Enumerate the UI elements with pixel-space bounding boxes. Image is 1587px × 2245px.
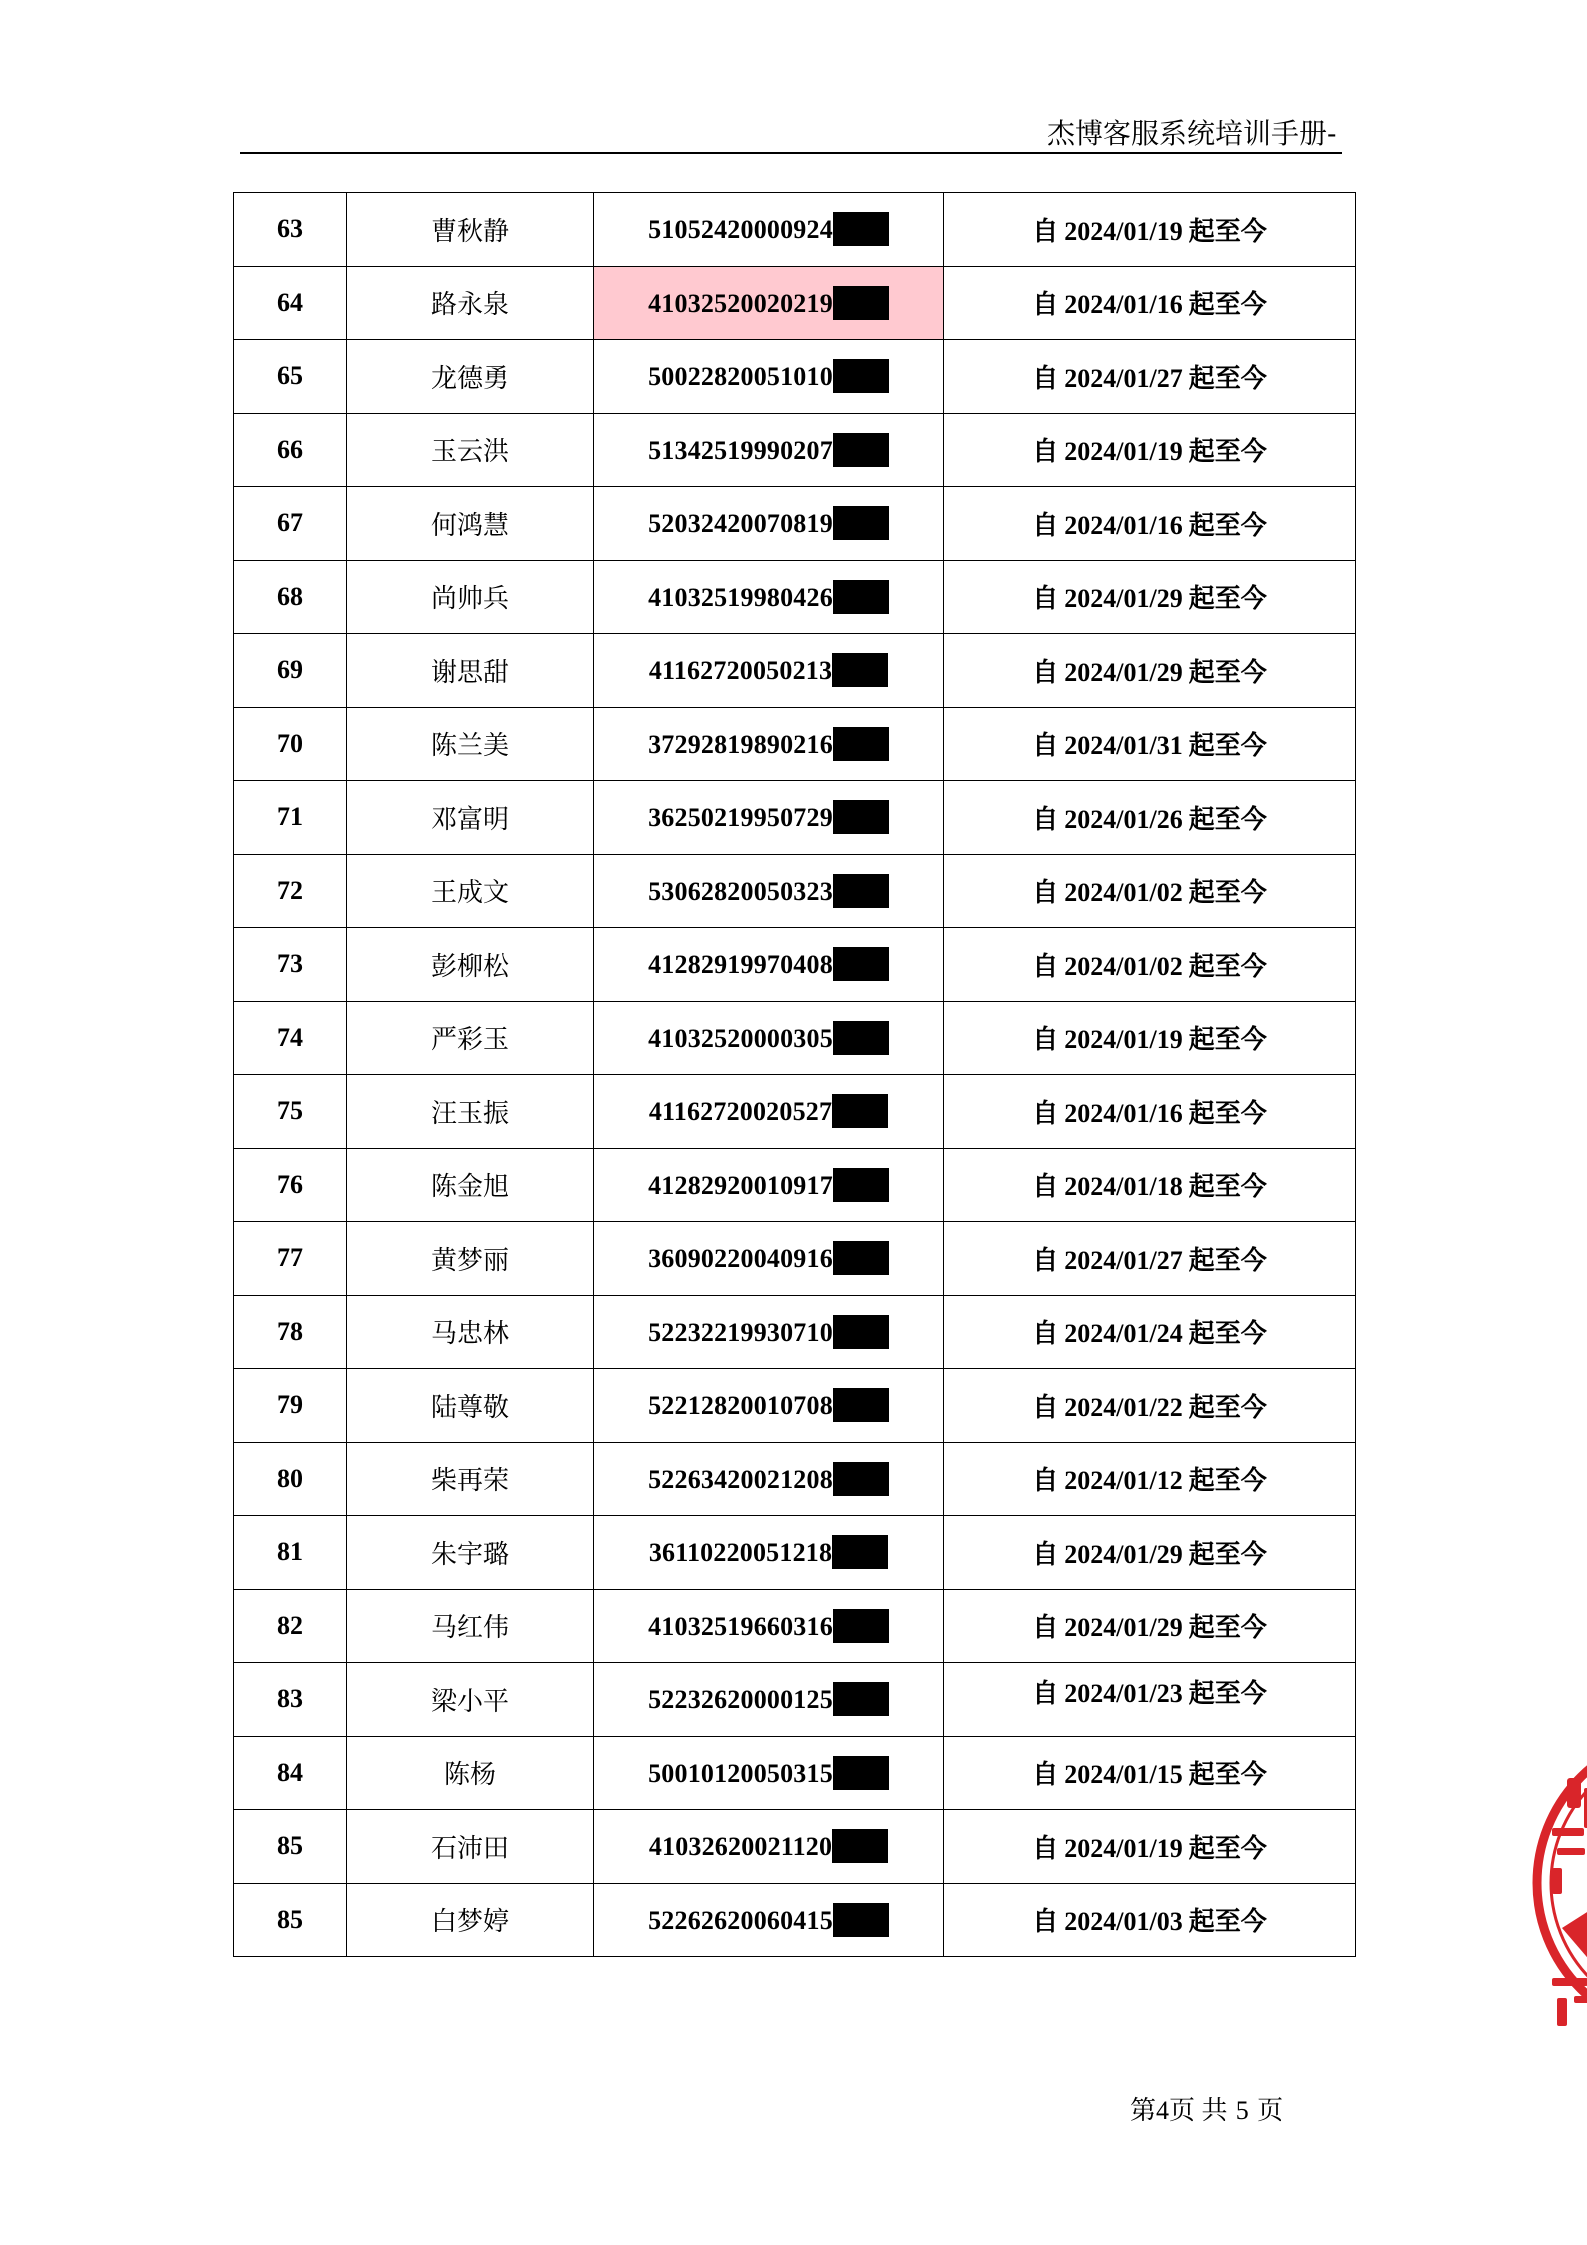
id-number-cell (594, 1442, 944, 1516)
table-row (234, 1883, 1356, 1957)
id-number-cell (594, 487, 944, 561)
period-prefix: 自 (1032, 1025, 1059, 1056)
start-date: 2024/01/29 (1064, 657, 1183, 687)
table-row (234, 1810, 1356, 1884)
employment-period (944, 1810, 1356, 1884)
row-number: 85 (234, 1883, 347, 1957)
employment-period (944, 1736, 1356, 1810)
id-number-cell (594, 1883, 944, 1957)
id-number: 51052420000924 (648, 215, 833, 245)
employment-period (944, 928, 1356, 1002)
redaction-box-icon (833, 1903, 889, 1937)
period-prefix: 自 (1032, 1760, 1059, 1791)
id-number: 52232620000125 (648, 1685, 833, 1715)
row-number: 76 (234, 1148, 347, 1222)
table-row (234, 1516, 1356, 1590)
period-prefix: 自 (1032, 1679, 1059, 1709)
redaction-box-icon (833, 1315, 889, 1349)
id-number-cell (594, 193, 944, 267)
period-suffix: 起至今 (1188, 951, 1267, 982)
row-number: 68 (234, 560, 347, 634)
period-prefix: 自 (1032, 1245, 1059, 1276)
start-date: 2024/01/29 (1064, 1613, 1183, 1643)
id-number-cell (594, 1516, 944, 1590)
start-date: 2024/01/22 (1064, 1392, 1183, 1422)
redaction-box-icon (833, 727, 889, 761)
id-number: 50022820051010 (648, 362, 833, 392)
start-date: 2024/01/23 (1064, 1679, 1183, 1708)
redaction-box-icon (833, 800, 889, 834)
period-prefix: 自 (1032, 657, 1059, 688)
redaction-box-icon (833, 359, 889, 393)
employment-period (944, 707, 1356, 781)
header-divider (240, 152, 1342, 154)
table-row (234, 193, 1356, 267)
employment-period (944, 193, 1356, 267)
employment-period (944, 634, 1356, 708)
row-number: 69 (234, 634, 347, 708)
table-row (234, 854, 1356, 928)
employment-period (944, 1663, 1356, 1737)
employment-period (944, 340, 1356, 414)
table-row (234, 634, 1356, 708)
employee-name: 彭柳松 (347, 928, 594, 1002)
table-row (234, 1148, 1356, 1222)
employment-period (944, 1516, 1356, 1590)
page-footer-number: 4 (1156, 2096, 1170, 2125)
period-prefix: 自 (1032, 804, 1059, 835)
employee-table (233, 192, 1356, 1957)
employment-period (944, 1369, 1356, 1443)
start-date: 2024/01/29 (1064, 584, 1183, 614)
id-number-cell (594, 781, 944, 855)
period-suffix: 起至今 (1188, 1025, 1267, 1056)
table-row (234, 1222, 1356, 1296)
period-prefix: 自 (1032, 1392, 1059, 1423)
start-date: 2024/01/31 (1064, 731, 1183, 761)
id-number: 41162720050213 (648, 656, 833, 686)
employment-period (944, 1442, 1356, 1516)
id-number: 51342519990207 (648, 435, 833, 465)
start-date: 2024/01/18 (1064, 1172, 1183, 1202)
period-prefix: 自 (1032, 1907, 1059, 1938)
start-date: 2024/01/03 (1064, 1907, 1183, 1937)
row-number: 74 (234, 1001, 347, 1075)
start-date: 2024/01/16 (1064, 1098, 1183, 1128)
start-date: 2024/01/29 (1064, 1539, 1183, 1569)
period-suffix: 起至今 (1188, 1319, 1267, 1350)
period-prefix: 自 (1032, 1172, 1059, 1203)
period-prefix: 自 (1032, 1539, 1059, 1570)
id-number: 52262620060415 (648, 1905, 833, 1935)
id-number-cell (594, 1369, 944, 1443)
period-suffix: 起至今 (1188, 290, 1267, 321)
period-suffix: 起至今 (1188, 1907, 1267, 1938)
redaction-box-icon (833, 1462, 889, 1496)
period-prefix: 自 (1032, 1833, 1059, 1864)
row-number: 70 (234, 707, 347, 781)
employee-name: 曹秋静 (347, 193, 594, 267)
period-prefix: 自 (1032, 1098, 1059, 1129)
id-number-cell (594, 1589, 944, 1663)
id-number-cell (594, 413, 944, 487)
employee-name: 石沛田 (347, 1810, 594, 1884)
official-seal-icon (1522, 1718, 1587, 2048)
redaction-box-icon (833, 433, 889, 467)
employment-period (944, 781, 1356, 855)
redaction-box-icon (833, 1756, 889, 1790)
employee-name: 柴再荣 (347, 1442, 594, 1516)
id-number-cell (594, 1075, 944, 1149)
start-date: 2024/01/12 (1064, 1466, 1183, 1496)
row-number: 73 (234, 928, 347, 1002)
redaction-box-icon (833, 1021, 889, 1055)
start-date: 2024/01/27 (1064, 363, 1183, 393)
period-prefix: 自 (1032, 1613, 1059, 1644)
employment-period (944, 487, 1356, 561)
employee-name: 陈兰美 (347, 707, 594, 781)
id-number: 50010120050315 (648, 1758, 833, 1788)
page-header-title: 杰博客服系统培训手册- (1047, 117, 1337, 150)
id-number: 36110220051218 (648, 1538, 833, 1568)
start-date: 2024/01/02 (1064, 878, 1183, 908)
period-prefix: 自 (1032, 290, 1059, 321)
id-number: 41162720020527 (648, 1097, 833, 1127)
employment-period (944, 854, 1356, 928)
id-number: 36090220040916 (648, 1244, 833, 1274)
id-number-cell (594, 1001, 944, 1075)
id-number-cell (594, 1222, 944, 1296)
period-suffix: 起至今 (1188, 1833, 1267, 1864)
id-number: 36250219950729 (648, 803, 833, 833)
redaction-box-icon (833, 212, 889, 246)
table-row (234, 1442, 1356, 1516)
start-date: 2024/01/16 (1064, 290, 1183, 320)
period-suffix: 起至今 (1188, 1613, 1267, 1644)
row-number: 72 (234, 854, 347, 928)
employee-name: 黄梦丽 (347, 1222, 594, 1296)
period-suffix: 起至今 (1188, 731, 1267, 762)
table-row (234, 1589, 1356, 1663)
table-row (234, 707, 1356, 781)
employee-name: 汪玉振 (347, 1075, 594, 1149)
redaction-box-icon (833, 1609, 889, 1643)
row-number: 71 (234, 781, 347, 855)
period-suffix: 起至今 (1188, 1466, 1267, 1497)
period-suffix: 起至今 (1188, 657, 1267, 688)
table-row (234, 413, 1356, 487)
redaction-box-icon (833, 947, 889, 981)
row-number: 65 (234, 340, 347, 414)
employee-table-body (234, 193, 1356, 1957)
period-prefix: 自 (1032, 951, 1059, 982)
page-footer-suffix: 页 (1257, 2096, 1284, 2125)
period-prefix: 自 (1032, 363, 1059, 394)
redaction-box-icon (833, 874, 889, 908)
start-date: 2024/01/19 (1064, 437, 1183, 467)
redaction-box-icon (832, 1535, 888, 1569)
start-date: 2024/01/19 (1064, 1833, 1183, 1863)
table-row (234, 487, 1356, 561)
id-number-cell (594, 634, 944, 708)
redaction-box-icon (832, 1829, 888, 1863)
row-number: 85 (234, 1810, 347, 1884)
redaction-box-icon (833, 1241, 889, 1275)
table-row (234, 1663, 1356, 1737)
start-date: 2024/01/19 (1064, 1025, 1183, 1055)
employee-name: 王成文 (347, 854, 594, 928)
table-row (234, 1001, 1356, 1075)
id-number-cell (594, 1295, 944, 1369)
table-row (234, 781, 1356, 855)
page-footer-prefix: 第 (1130, 2096, 1157, 2125)
id-number: 41032520000305 (648, 1023, 833, 1053)
period-suffix: 起至今 (1188, 1172, 1267, 1203)
row-number: 83 (234, 1663, 347, 1737)
id-number: 41032519980426 (648, 582, 833, 612)
id-number-cell (594, 560, 944, 634)
id-number-cell (594, 1736, 944, 1810)
start-date: 2024/01/26 (1064, 804, 1183, 834)
redaction-box-icon (833, 580, 889, 614)
row-number: 79 (234, 1369, 347, 1443)
period-prefix: 自 (1032, 584, 1059, 615)
id-number: 41032620021120 (648, 1832, 833, 1862)
id-number-cell (594, 928, 944, 1002)
page-footer-mid: 页 共 (1169, 2096, 1228, 2125)
redaction-box-icon (833, 286, 889, 320)
start-date: 2024/01/15 (1064, 1760, 1183, 1790)
period-suffix: 起至今 (1188, 1392, 1267, 1423)
period-suffix: 起至今 (1188, 510, 1267, 541)
redaction-box-icon (833, 1168, 889, 1202)
employee-name: 谢思甜 (347, 634, 594, 708)
period-suffix: 起至今 (1188, 1098, 1267, 1129)
redaction-box-icon (832, 653, 888, 687)
id-number: 37292819890216 (648, 729, 833, 759)
employment-period (944, 560, 1356, 634)
start-date: 2024/01/19 (1064, 216, 1183, 246)
id-number: 41032520020219 (648, 288, 833, 318)
employee-name: 何鸿慧 (347, 487, 594, 561)
period-suffix: 起至今 (1188, 216, 1267, 247)
period-prefix: 自 (1032, 437, 1059, 468)
period-suffix: 起至今 (1188, 1679, 1267, 1709)
employee-name: 陈金旭 (347, 1148, 594, 1222)
employment-period (944, 1148, 1356, 1222)
row-number: 84 (234, 1736, 347, 1810)
employment-period (944, 266, 1356, 340)
table-row (234, 560, 1356, 634)
period-prefix: 自 (1032, 510, 1059, 541)
table-row (234, 1075, 1356, 1149)
id-number: 41032519660316 (648, 1611, 833, 1641)
id-number: 41282920010917 (648, 1170, 833, 1200)
row-number: 63 (234, 193, 347, 267)
employee-name: 龙德勇 (347, 340, 594, 414)
period-prefix: 自 (1032, 731, 1059, 762)
start-date: 2024/01/16 (1064, 510, 1183, 540)
employee-name: 玉云洪 (347, 413, 594, 487)
employment-period (944, 1589, 1356, 1663)
employment-period (944, 1295, 1356, 1369)
employment-period (944, 1001, 1356, 1075)
row-number: 82 (234, 1589, 347, 1663)
employee-name: 白梦婷 (347, 1883, 594, 1957)
employee-name: 尚帅兵 (347, 560, 594, 634)
start-date: 2024/01/02 (1064, 951, 1183, 981)
redaction-box-icon (833, 1388, 889, 1422)
id-number: 52232219930710 (648, 1317, 833, 1347)
employee-name: 朱宇璐 (347, 1516, 594, 1590)
employment-period (944, 1075, 1356, 1149)
period-suffix: 起至今 (1188, 437, 1267, 468)
row-number: 81 (234, 1516, 347, 1590)
employee-name: 陆尊敬 (347, 1369, 594, 1443)
redaction-box-icon (833, 1682, 889, 1716)
row-number: 75 (234, 1075, 347, 1149)
id-number-cell (594, 1663, 944, 1737)
id-number: 41282919970408 (648, 950, 833, 980)
employee-name: 严彩玉 (347, 1001, 594, 1075)
id-number-cell (594, 340, 944, 414)
table-row (234, 1369, 1356, 1443)
row-number: 80 (234, 1442, 347, 1516)
table-row (234, 1736, 1356, 1810)
employee-name: 路永泉 (347, 266, 594, 340)
period-prefix: 自 (1032, 1319, 1059, 1350)
table-row (234, 340, 1356, 414)
employee-name: 邓富明 (347, 781, 594, 855)
id-number: 52032420070819 (648, 509, 833, 539)
employment-period (944, 413, 1356, 487)
id-number: 52263420021208 (648, 1464, 833, 1494)
period-suffix: 起至今 (1188, 1245, 1267, 1276)
table-row (234, 266, 1356, 340)
row-number: 67 (234, 487, 347, 561)
row-number: 78 (234, 1295, 347, 1369)
period-suffix: 起至今 (1188, 878, 1267, 909)
id-number-cell (594, 707, 944, 781)
employee-name: 马忠林 (347, 1295, 594, 1369)
page-footer (1130, 2090, 1283, 2127)
period-suffix: 起至今 (1188, 1760, 1267, 1791)
redaction-box-icon (833, 506, 889, 540)
row-number: 77 (234, 1222, 347, 1296)
employment-period (944, 1222, 1356, 1296)
id-number-cell (594, 854, 944, 928)
period-prefix: 自 (1032, 1466, 1059, 1497)
id-number: 52212820010708 (648, 1391, 833, 1421)
redaction-box-icon (832, 1094, 888, 1128)
page-footer-total: 5 (1235, 2096, 1249, 2125)
period-suffix: 起至今 (1188, 363, 1267, 394)
start-date: 2024/01/27 (1064, 1245, 1183, 1275)
start-date: 2024/01/24 (1064, 1319, 1183, 1349)
table-row (234, 928, 1356, 1002)
period-prefix: 自 (1032, 216, 1059, 247)
employment-period (944, 1883, 1356, 1957)
period-suffix: 起至今 (1188, 584, 1267, 615)
id-number-cell (594, 266, 944, 340)
period-prefix: 自 (1032, 878, 1059, 909)
id-number-cell (594, 1148, 944, 1222)
employee-name: 梁小平 (347, 1663, 594, 1737)
employee-name: 陈杨 (347, 1736, 594, 1810)
period-suffix: 起至今 (1188, 1539, 1267, 1570)
row-number: 64 (234, 266, 347, 340)
id-number: 53062820050323 (648, 876, 833, 906)
period-suffix: 起至今 (1188, 804, 1267, 835)
employee-name: 马红伟 (347, 1589, 594, 1663)
id-number-cell (594, 1810, 944, 1884)
table-row (234, 1295, 1356, 1369)
row-number: 66 (234, 413, 347, 487)
